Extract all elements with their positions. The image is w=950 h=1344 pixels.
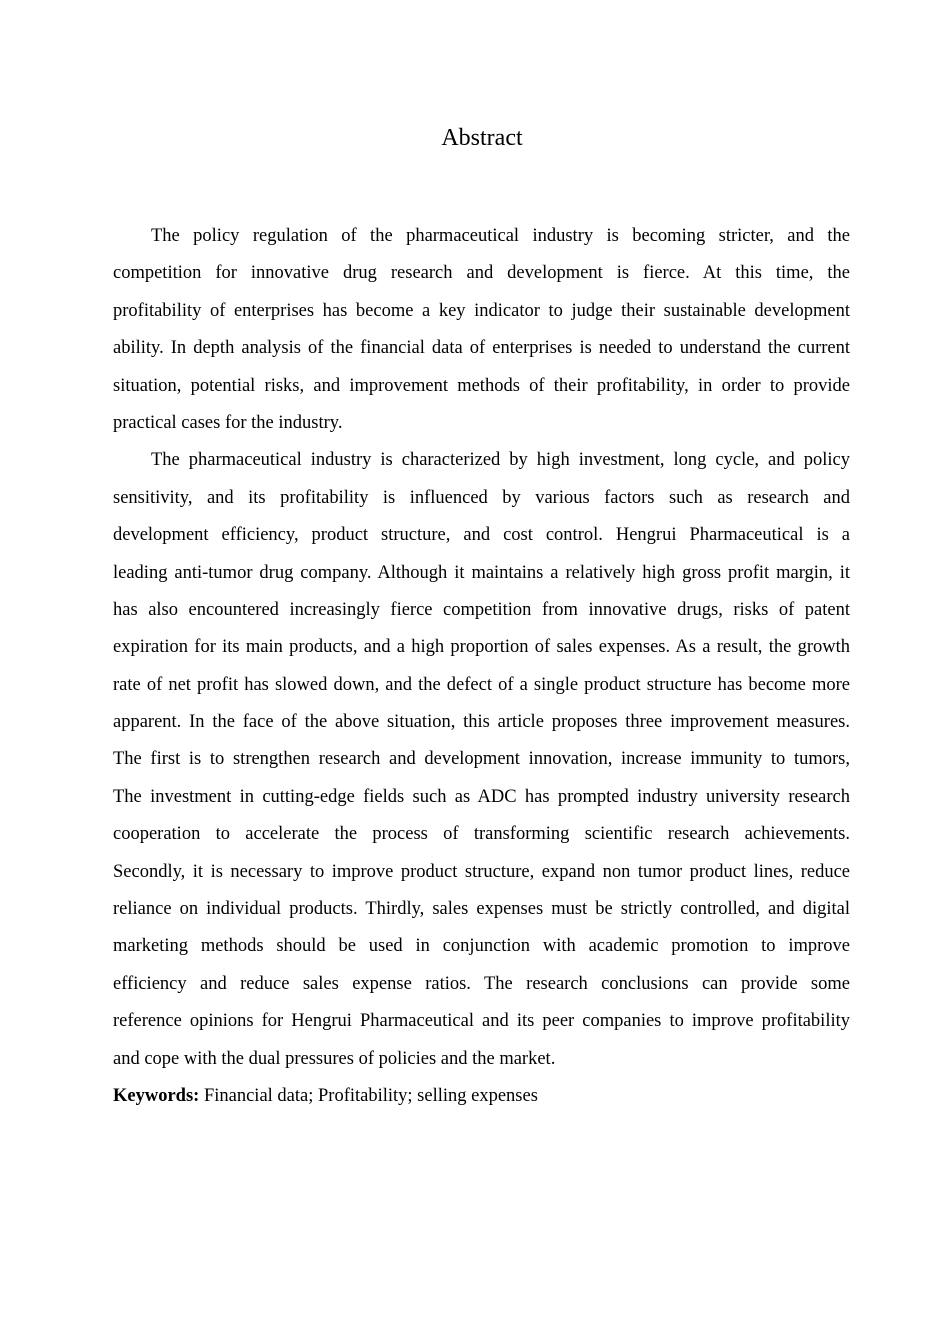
text-line: leading anti-tumor drug company. Although it maintains a relatively high gross profit margin, it bbox=[113, 562, 850, 583]
text-line: The first is to strengthen research and development innovation, increase immunity to tumors, bbox=[113, 749, 850, 770]
text-line: has also encountered increasingly fierce competition from innovative drugs, risks of patent bbox=[113, 599, 850, 620]
text-line: and cope with the dual pressures of policies and the market. bbox=[113, 1048, 556, 1069]
text-line: expiration for its main products, and a high proportion of sales expenses. As a result, the growth bbox=[113, 637, 850, 658]
text-line: Secondly, it is necessary to improve product structure, expand non tumor product lines, reduce bbox=[113, 861, 850, 882]
text-line: The policy regulation of the pharmaceutical industry is becoming stricter, and the bbox=[151, 226, 850, 246]
keywords-value: Financial data; Profitability; selling expenses bbox=[199, 1085, 538, 1106]
paragraph-2 bbox=[113, 442, 850, 1078]
paragraph-1 bbox=[113, 218, 850, 442]
text-line: situation, potential risks, and improvement methods of their profitability, in order to provide bbox=[113, 375, 850, 396]
page-title: Abstract bbox=[441, 125, 523, 151]
text-line: The investment in cutting-edge fields such as ADC has prompted industry university research bbox=[113, 786, 850, 807]
text-line: reference opinions for Hengrui Pharmaceutical and its peer companies to improve profitability bbox=[113, 1011, 850, 1032]
text-line: sensitivity, and its profitability is influenced by various factors such as research and bbox=[113, 487, 850, 508]
text-line: reliance on individual products. Thirdly, sales expenses must be strictly controlled, and digital bbox=[113, 899, 850, 920]
text-line: profitability of enterprises has become a key indicator to judge their sustainable development bbox=[113, 300, 850, 321]
text-line: efficiency and reduce sales expense ratios. The research conclusions can provide some bbox=[113, 973, 850, 994]
text-line: apparent. In the face of the above situation, this article proposes three improvement measures. bbox=[113, 712, 850, 733]
abstract-body bbox=[113, 218, 850, 1115]
text-line: competition for innovative drug research and development is fierce. At this time, the bbox=[113, 263, 850, 284]
text-line: The pharmaceutical industry is characterized by high investment, long cycle, and policy bbox=[151, 450, 850, 471]
text-line: ability. In depth analysis of the financial data of enterprises is needed to understand the current bbox=[113, 338, 850, 359]
text-line: marketing methods should be used in conjunction with academic promotion to improve bbox=[113, 936, 850, 957]
keywords-label: Keywords: bbox=[113, 1085, 200, 1106]
text-line: practical cases for the industry. bbox=[113, 412, 343, 433]
keywords-line bbox=[113, 1078, 850, 1115]
text-line: rate of net profit has slowed down, and the defect of a single product structure has become more bbox=[113, 674, 850, 695]
text-line: cooperation to accelerate the process of transforming scientific research achievements. bbox=[113, 824, 850, 845]
text-line: development efficiency, product structure, and cost control. Hengrui Pharmaceutical is a bbox=[113, 525, 850, 546]
